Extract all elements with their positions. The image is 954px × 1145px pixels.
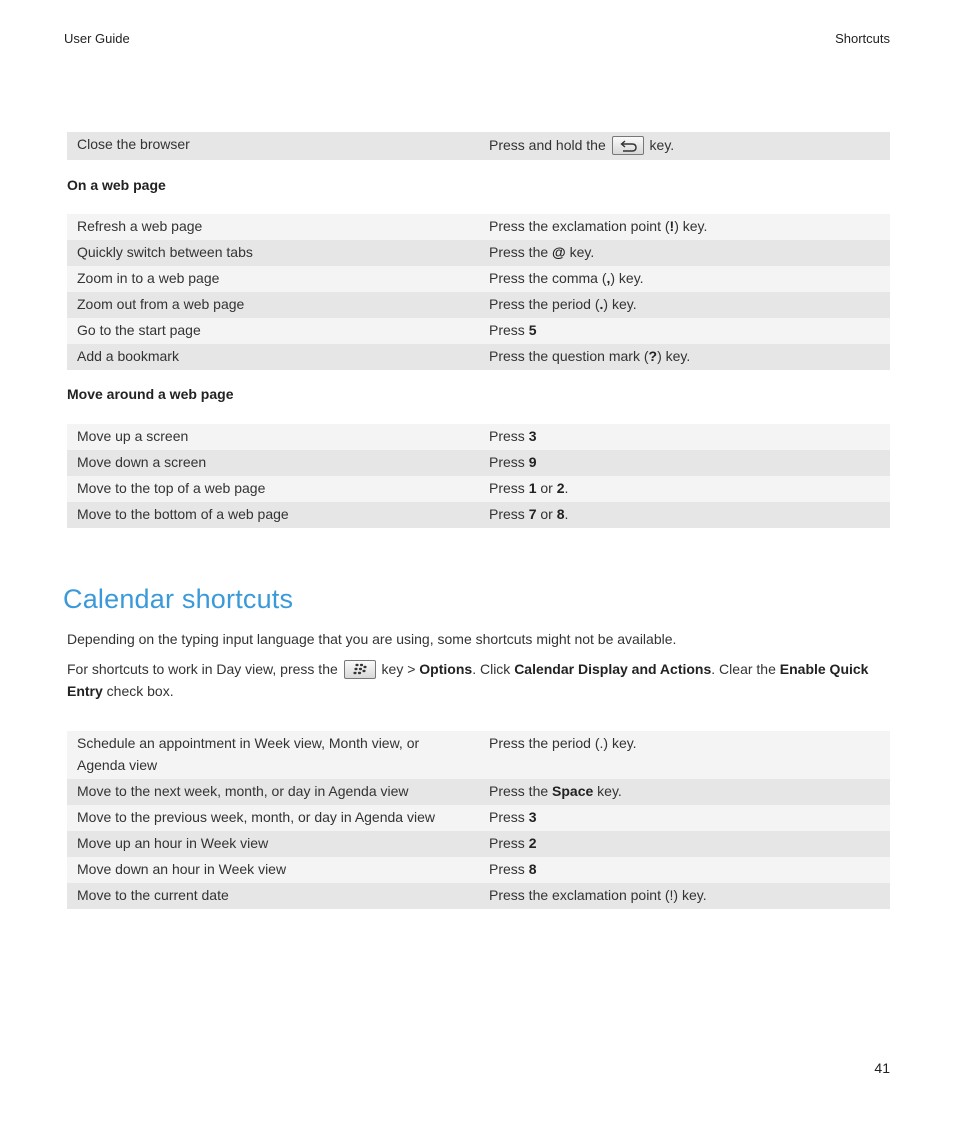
table-row (67, 857, 890, 883)
shortcut-cell: Press 3 (489, 809, 537, 825)
page-number: 41 (874, 1060, 890, 1076)
shortcut-cell: Press the question mark (?) key. (489, 348, 691, 364)
table-row (67, 214, 890, 240)
table-row (67, 318, 890, 344)
table-row (67, 344, 890, 370)
shortcut-cell: Press the period (.) key. (489, 296, 637, 312)
table-row (67, 731, 890, 779)
web-page-shortcuts-table (67, 214, 890, 370)
table-row (67, 132, 890, 160)
shortcut-cell: Press the comma (,) key. (489, 270, 644, 286)
action-cell: Schedule an appointment in Week view, Month view, or Agenda view (77, 735, 420, 773)
shortcut-cell: Press 7 or 8. (489, 506, 569, 522)
action-cell: Move down an hour in Week view (77, 861, 287, 877)
shortcut-cell: Press 9 (489, 454, 537, 470)
calendar-shortcuts-table (67, 731, 890, 909)
shortcut-cell: Press and hold the key. (489, 137, 675, 153)
table-row (67, 831, 890, 857)
browser-close-table (67, 132, 890, 160)
table-row (67, 266, 890, 292)
table-row (67, 779, 890, 805)
table-row (67, 450, 890, 476)
running-header-right: Shortcuts (835, 31, 890, 46)
shortcut-cell: Press 3 (489, 428, 537, 444)
table-row (67, 292, 890, 318)
action-cell: Move to the bottom of a web page (77, 506, 289, 522)
action-cell: Move to the next week, month, or day in Agenda view (77, 783, 409, 799)
shortcut-cell: Press the @ key. (489, 244, 595, 260)
shortcut-cell: Press 8 (489, 861, 537, 877)
section-heading: Calendar shortcuts (63, 584, 294, 614)
action-cell: Move to the previous week, month, or day in Agenda view (77, 809, 435, 825)
action-cell: Zoom out from a web page (77, 296, 245, 312)
table-row (67, 502, 890, 528)
section-subheading: On a web page (67, 177, 166, 193)
action-cell: Move up a screen (77, 428, 189, 444)
action-cell: Quickly switch between tabs (77, 244, 253, 260)
action-cell: Move to the top of a web page (77, 480, 266, 496)
instructions-paragraph: For shortcuts to work in Day view, press the key > Options. Click Calendar Display and Actions. Clear the Enable Quick Entry check box. (67, 661, 869, 699)
shortcut-cell: Press the period (.) key. (489, 735, 637, 751)
move-around-shortcuts-table (67, 424, 890, 528)
shortcut-cell: Press the exclamation point (!) key. (489, 218, 708, 234)
action-cell: Refresh a web page (77, 218, 203, 234)
table-row (67, 424, 890, 450)
table-row (67, 883, 890, 909)
action-cell: Zoom in to a web page (77, 270, 220, 286)
menu-key-icon (344, 660, 376, 679)
shortcut-cell: Press 5 (489, 322, 537, 338)
shortcut-cell: Press the exclamation point (!) key. (489, 887, 707, 903)
table-row (67, 805, 890, 831)
action-cell: Move up an hour in Week view (77, 835, 269, 851)
running-header-left: User Guide (64, 31, 130, 46)
shortcut-cell: Press 1 or 2. (489, 480, 569, 496)
back-key-icon (612, 136, 644, 155)
section-subheading: Move around a web page (67, 386, 234, 402)
table-row (67, 240, 890, 266)
action-cell: Go to the start page (77, 322, 201, 338)
action-cell: Close the browser (77, 136, 190, 152)
table-row (67, 476, 890, 502)
shortcut-cell: Press 2 (489, 835, 537, 851)
action-cell: Move to the current date (77, 887, 229, 903)
action-cell: Add a bookmark (77, 348, 179, 364)
intro-paragraph: Depending on the typing input language that you are using, some shortcuts might not be available. (67, 631, 677, 647)
shortcut-cell: Press the Space key. (489, 783, 622, 799)
action-cell: Move down a screen (77, 454, 207, 470)
